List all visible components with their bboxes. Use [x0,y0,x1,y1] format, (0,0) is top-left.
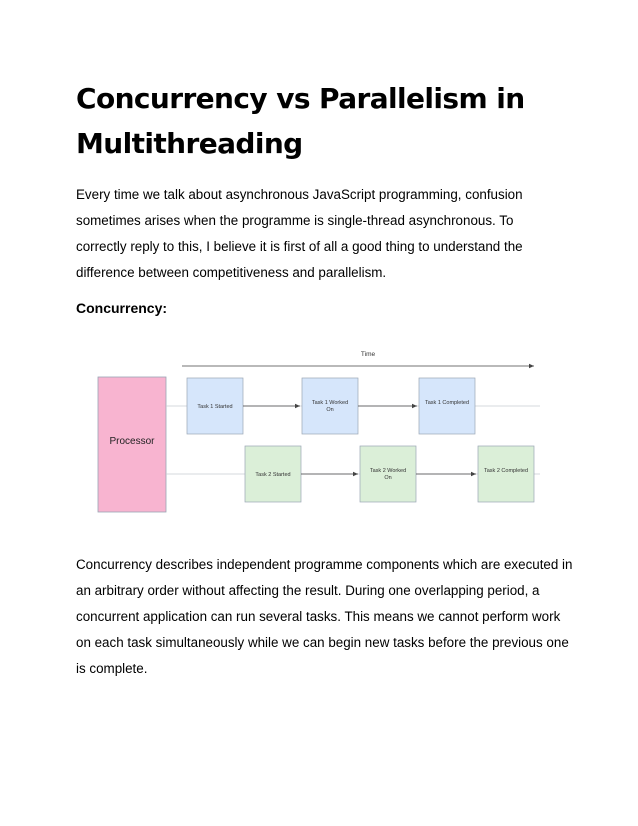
concurrency-diagram [84,340,554,540]
processor-label: Processor [109,436,155,447]
task1-started-label: Task 1 Started [197,404,233,410]
section-heading: Concurrency: [76,300,168,316]
intro-paragraph: Every time we talk about asynchronous JavaScript programming, confusion sometimes arises when the programme is single-thread asynchronous. To correctly reply to this, I believe it is first of all a good thing to understand the difference between competitiveness and parallelism. [76,187,523,280]
body-paragraph: Concurrency describes independent programme components which are executed in an arbitrary order without affecting the result. During one overlapping period, a concurrent application can run several tasks. This means we cannot perform work on each task simultaneously while we can begin new tasks before the previous one is complete. [76,557,573,676]
task1-completed-box [419,378,475,434]
task1-completed-label: Task 1 Completed [424,400,470,406]
task2-worked-label: Task 2 Worked On [369,468,407,481]
task2-completed-label: Task 2 Completed [483,468,529,474]
task2-started-label: Task 2 Started [255,472,291,478]
time-label: Time [360,351,376,358]
task2-completed-box [478,446,534,502]
page-title: Concurrency vs Parallelism in Multithreading [76,82,525,160]
task2-worked-box [360,446,416,502]
task1-worked-label: Task 1 Worked On [311,400,349,413]
task1-worked-box [302,378,358,434]
